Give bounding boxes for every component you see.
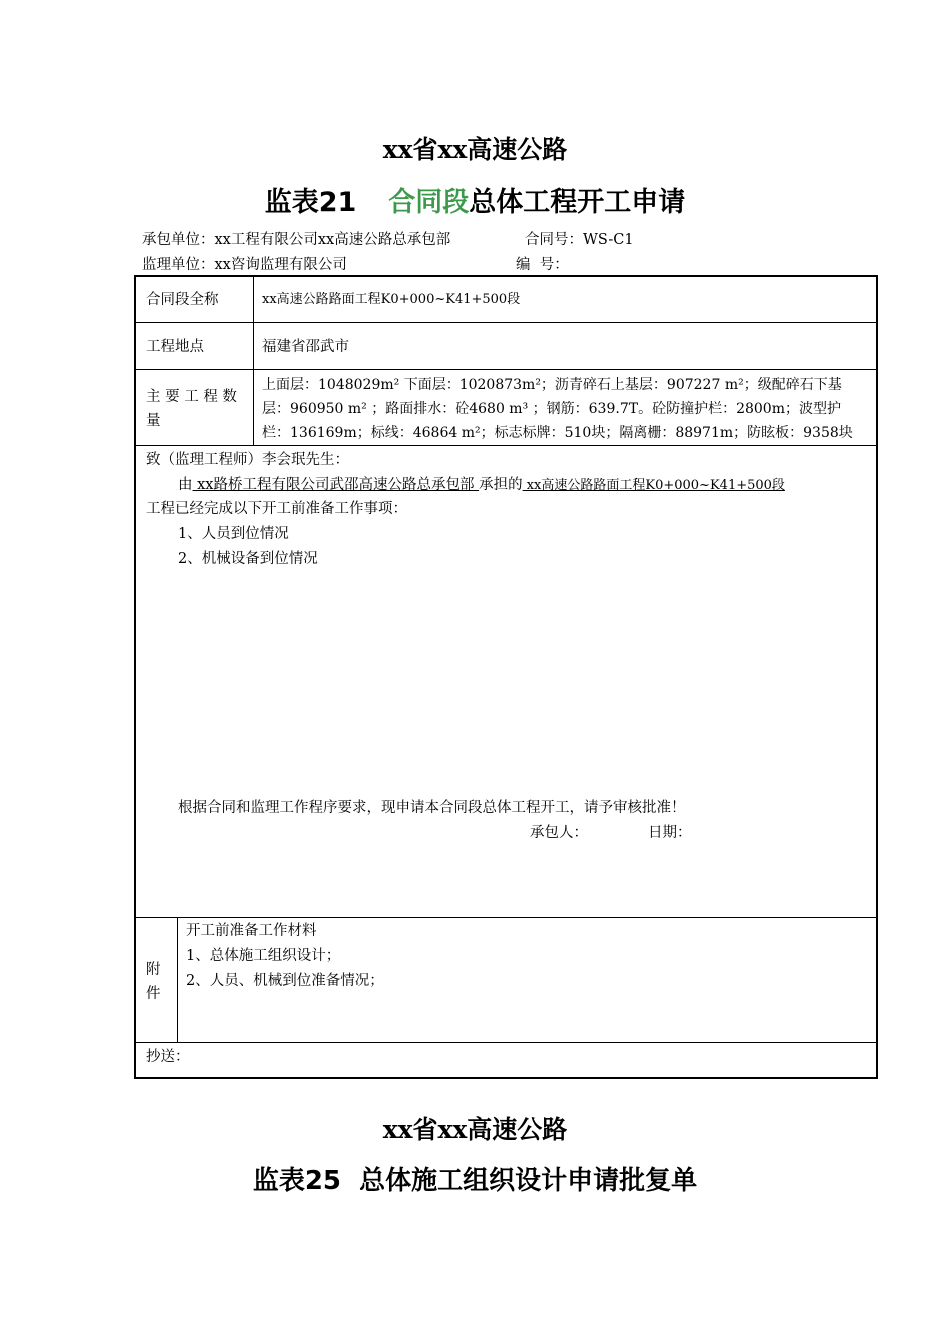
prep-item-1: 1、人员到位情况 — [178, 526, 289, 542]
prep-item-2: 2、机械设备到位情况 — [178, 551, 318, 567]
application-form-table — [134, 275, 878, 1079]
statement-undertakes: 承担的 — [479, 477, 523, 493]
quantity-line-1: 上面层：1048029m² 下面层：1020873m²；沥青碎石上基层：907227 m²；级配碎石下基 — [262, 377, 842, 393]
statement-by: 由 — [178, 477, 193, 493]
statement-line — [178, 475, 785, 496]
quantity-label-line1: 主 要 工 程 数 — [146, 389, 237, 405]
attachment-item-2: 2、人员、机械到位准备情况； — [186, 973, 384, 989]
cc-label: 抄送： — [146, 1049, 190, 1065]
contract-number: 合同号：WS-C1 — [525, 232, 634, 248]
project-name: xx高速公路路面工程K0+000~K41+500段 — [522, 478, 785, 493]
form-title-2: 监表25 总体施工组织设计申请批复单 — [252, 1166, 698, 1196]
quantity-line-2: 层：960950 m² ；路面排水：砼4680 m³ ；钢筋：639.7T。砼防撞护栏：2800m；波型护 — [262, 401, 841, 417]
quantity-line-3: 栏：136169m；标线：46864 m²；标志标牌：510块；隔离栅：88971m；防眩板：9358块 — [262, 425, 853, 441]
supervisor-line: 监理单位：xx咨询监理有限公司 — [142, 257, 347, 273]
section-name-value: xx高速公路路面工程K0+000~K41+500段 — [262, 292, 521, 307]
form-number: 监表21 — [264, 187, 357, 218]
attachment-label-2: 件 — [146, 986, 161, 1002]
form-title-rest: 总体工程开工申请 — [469, 187, 686, 218]
contractor-signature-label: 承包人： — [530, 825, 588, 841]
contractor-line: 承包单位：xx工程有限公司xx高速公路总承包部 — [142, 232, 451, 248]
attachment-item-1: 1、总体施工组织设计； — [186, 948, 341, 964]
company-name: xx路桥工程有限公司武邵高速公路总承包部 — [192, 477, 480, 493]
location-label: 工程地点 — [146, 339, 204, 355]
form-title — [0, 180, 950, 219]
date-label: 日期： — [648, 825, 692, 841]
form-title-highlight: 合同段 — [388, 187, 470, 218]
greeting: 致（监理工程师）李会珉先生： — [146, 452, 349, 468]
serial-number-label: 编 号： — [516, 257, 569, 273]
statement-continued: 工程已经完成以下开工前准备工作事项： — [146, 501, 407, 517]
attachment-heading: 开工前准备工作材料 — [186, 923, 317, 939]
attachment-label-1: 附 — [146, 962, 161, 978]
province-title: xx省xx高速公路 — [382, 135, 568, 164]
request-statement: 根据合同和监理工作程序要求，现申请本合同段总体工程开工，请予审核批准！ — [178, 800, 686, 816]
section-name-label: 合同段全称 — [146, 292, 219, 308]
province-title-2: xx省xx高速公路 — [382, 1115, 568, 1144]
location-value: 福建省邵武市 — [262, 339, 349, 355]
quantity-label-line2: 量 — [146, 413, 161, 429]
